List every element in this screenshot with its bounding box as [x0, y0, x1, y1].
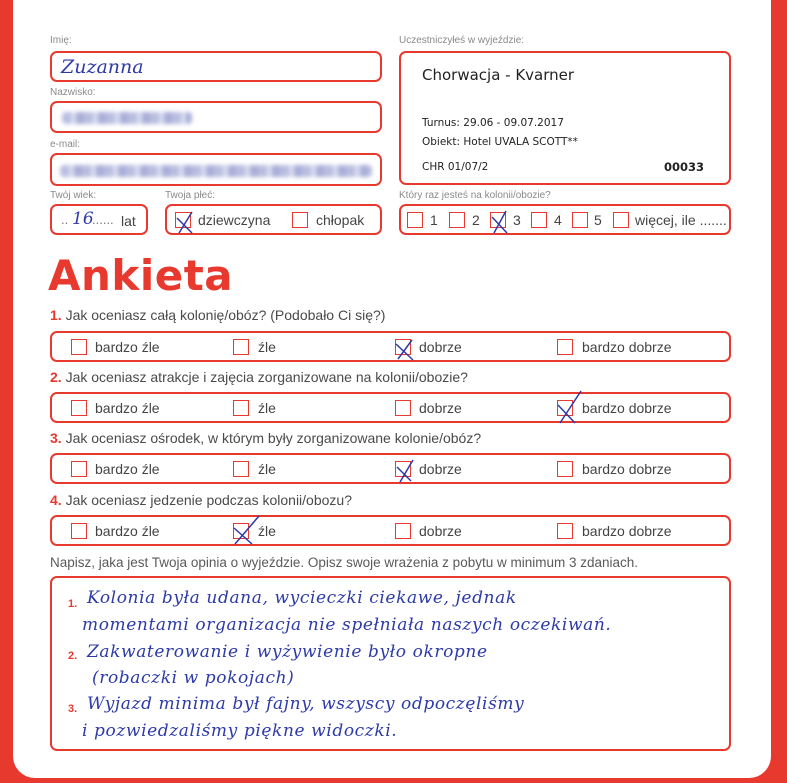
check-mark-icon	[556, 397, 582, 427]
q1-option-good: dobrze	[419, 339, 462, 355]
q2-checkbox-very-good[interactable]	[557, 400, 573, 416]
q3-option-very-good: bardzo dobrze	[582, 461, 672, 477]
times-checkbox-2[interactable]	[449, 212, 465, 228]
age-value: 16	[72, 209, 94, 229]
opinion-line-5: Wyjazd minima był fajny, wszyscy odpoczęliśmy	[87, 694, 525, 714]
q2-checkbox-bad[interactable]	[233, 400, 249, 416]
rating-row-4	[50, 515, 731, 546]
times-label: Który raz jesteś na kolonii/obozie?	[399, 190, 551, 201]
q1-checkbox-good[interactable]	[395, 339, 411, 355]
check-mark-icon	[232, 520, 260, 548]
q4-checkbox-very-bad[interactable]	[71, 523, 87, 539]
age-label: Twój wiek:	[50, 190, 97, 201]
check-mark-icon	[394, 458, 416, 484]
trip-object: Obiekt: Hotel UVALA SCOTT**	[422, 136, 578, 148]
q4-checkbox-good[interactable]	[395, 523, 411, 539]
q1-option-very-bad: bardzo źle	[95, 339, 160, 355]
gender-checkbox-boy[interactable]	[292, 212, 308, 228]
check-mark-icon	[174, 209, 196, 235]
check-mark-icon	[489, 209, 511, 235]
times-checkbox-5[interactable]	[572, 212, 588, 228]
opinion-number-1: 1.	[68, 598, 78, 610]
opinion-textarea[interactable]	[50, 576, 731, 751]
opinion-line-4: (robaczki w pokojach)	[92, 668, 295, 688]
rating-row-2	[50, 392, 731, 423]
q1-option-very-good: bardzo dobrze	[582, 339, 672, 355]
q4-checkbox-very-good[interactable]	[557, 523, 573, 539]
q1-checkbox-very-good[interactable]	[557, 339, 573, 355]
survey-title: Ankieta	[48, 251, 234, 300]
surname-label: Nazwisko:	[50, 87, 96, 98]
age-dots-after: ......	[92, 212, 114, 227]
gender-label: Twoja płeć:	[165, 190, 216, 201]
q2-option-very-good: bardzo dobrze	[582, 400, 672, 416]
q1-option-bad: źle	[258, 339, 276, 355]
opinion-number-2: 2.	[68, 650, 78, 662]
question-1: 1. Jak oceniasz całą kolonię/obóz? (Podobało Ci się?)	[50, 307, 386, 323]
times-checkbox-1[interactable]	[407, 212, 423, 228]
times-checkbox-4[interactable]	[531, 212, 547, 228]
times-option-2: 2	[472, 212, 480, 228]
q3-checkbox-very-good[interactable]	[557, 461, 573, 477]
surname-redacted	[62, 112, 192, 124]
q3-option-good: dobrze	[419, 461, 462, 477]
q3-checkbox-bad[interactable]	[233, 461, 249, 477]
q4-checkbox-bad[interactable]	[233, 523, 249, 539]
email-field[interactable]	[50, 153, 382, 186]
times-checkbox-3[interactable]	[490, 212, 506, 228]
times-field	[399, 204, 731, 235]
gender-field	[165, 204, 382, 235]
q1-checkbox-bad[interactable]	[233, 339, 249, 355]
q1-checkbox-very-bad[interactable]	[71, 339, 87, 355]
times-option-4: 4	[554, 212, 562, 228]
trip-number: 00033	[664, 160, 705, 174]
age-unit: lat	[121, 213, 136, 229]
times-option-3: 3	[513, 212, 521, 228]
trip-info-box	[399, 51, 731, 185]
times-option-more: więcej, ile .......	[635, 212, 727, 228]
q2-option-good: dobrze	[419, 400, 462, 416]
check-mark-icon	[394, 336, 416, 362]
q4-option-very-good: bardzo dobrze	[582, 523, 672, 539]
q4-option-bad: źle	[258, 523, 276, 539]
trip-label: Uczestniczyłeś w wyjeździe:	[399, 35, 525, 46]
q3-checkbox-very-bad[interactable]	[71, 461, 87, 477]
q2-checkbox-very-bad[interactable]	[71, 400, 87, 416]
name-field[interactable]	[50, 51, 382, 82]
q3-option-bad: źle	[258, 461, 276, 477]
question-3: 3. Jak oceniasz ośrodek, w którym były zorganizowane kolonie/obóz?	[50, 430, 482, 446]
trip-code: CHR 01/07/2	[422, 161, 489, 173]
opinion-line-3: Zakwaterowanie i wyżywienie było okropne	[87, 642, 488, 662]
question-4: 4. Jak oceniasz jedzenie podczas kolonii/obozu?	[50, 492, 352, 508]
email-redacted	[60, 165, 372, 177]
opinion-prompt: Napisz, jaka jest Twoja opinia o wyjeździe. Opisz swoje wrażenia z pobytu w minimum 3 zdaniach.	[50, 555, 639, 570]
name-label: Imię:	[50, 35, 72, 46]
name-value: Zuzanna	[61, 56, 144, 78]
question-2: 2. Jak oceniasz atrakcje i zajęcia zorganizowane na kolonii/obozie?	[50, 369, 468, 385]
q4-option-very-bad: bardzo źle	[95, 523, 160, 539]
q3-checkbox-good[interactable]	[395, 461, 411, 477]
q2-option-very-bad: bardzo źle	[95, 400, 160, 416]
q2-checkbox-good[interactable]	[395, 400, 411, 416]
opinion-line-1: Kolonia była udana, wycieczki ciekawe, jednak	[87, 588, 517, 608]
opinion-number-3: 3.	[68, 703, 78, 715]
q2-option-bad: źle	[258, 400, 276, 416]
times-option-1: 1	[430, 212, 438, 228]
q3-option-very-bad: bardzo źle	[95, 461, 160, 477]
rating-row-1	[50, 331, 731, 362]
q4-option-good: dobrze	[419, 523, 462, 539]
survey-sheet	[13, 0, 771, 778]
trip-turnus: Turnus: 29.06 - 09.07.2017	[422, 117, 564, 129]
gender-option-boy: chłopak	[316, 212, 365, 228]
gender-option-girl: dziewczyna	[198, 212, 271, 228]
age-dots-before: ..	[61, 212, 69, 227]
opinion-line-2: momentami organizacja nie spełniała naszych oczekiwań.	[82, 615, 612, 635]
rating-row-3	[50, 453, 731, 484]
age-field[interactable]	[50, 204, 148, 235]
opinion-line-6: i pozwiedzaliśmy piękne widoczki.	[82, 721, 398, 741]
gender-checkbox-girl[interactable]	[175, 212, 191, 228]
email-label: e-mail:	[50, 139, 81, 150]
times-option-5: 5	[594, 212, 602, 228]
times-checkbox-more[interactable]	[613, 212, 629, 228]
trip-name: Chorwacja - Kvarner	[422, 66, 575, 84]
surname-field[interactable]	[50, 101, 382, 133]
